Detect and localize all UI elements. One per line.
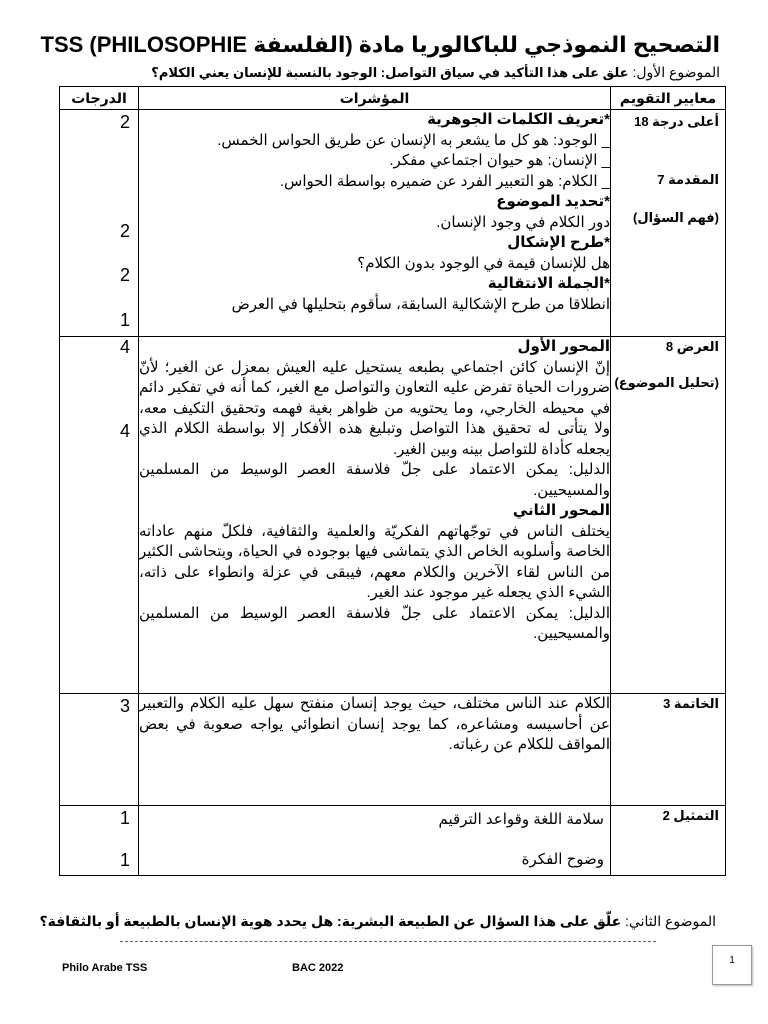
axis1-text: إنّ الإنسان كائن اجتماعي بطبعه يستحيل عليه العيش بمعزل عن الغير؛ لأنّ ضرورات الحياة تفرض عليه التعاون والتواصل مع الغير، كما أنه في تفكير دائم في محيطه الخارجي، وما يحتويه من ظواهر بغية فهمه وتحقيق التكيف معه، ولا يتأتى له تحقيق هذا التواصل وتبليغ هذه الأفكار إلا بواسطة الكلام الذي يجعله كأداة للتواصل بينه وبين الغير. <box>139 358 610 458</box>
transition-text: انطلاقا من طرح الإشكالية السابقة، سأقوم بتحليلها في العرض <box>231 295 610 313</box>
grade-transition: 1 <box>120 310 131 330</box>
grade-axis1-b: 4 <box>120 421 131 441</box>
presentation-item-clarity: وضوح الفكرة <box>521 851 604 868</box>
intro-sub: (فهم السؤال) <box>632 210 719 225</box>
axis2-text: يختلف الناس في توجّهاتهم الفكريّة والعلمية والثقافية، فلكلّ منهم عاداته الخاصة وأسلوبه الخاص الذي يتماشى فيها بوجوده في الحياة، ويتحاشى الكثير من الناس لقاء الآخرين والكلام معهم، فيبقى في عزلة وانطواء على ذاته، الشيء الذي يجعله غير موجود عند الغير. <box>139 522 610 601</box>
presentation-grades <box>60 806 139 876</box>
topic1-line <box>40 62 720 83</box>
conclusion-text: الكلام عند الناس مختلف، حيث يوجد إنسان منفتح سهل عليه الكلام والتعبير عن أحاسيسه ومشاعره، كما يوجد إنسان انطوائي يواجه صعوبة في بعض المواقف للكلام عن رغباته. <box>139 695 610 753</box>
intro-grades <box>60 110 139 337</box>
dashed-divider <box>120 941 656 942</box>
body-sub: (تحليل الموضوع) <box>614 375 719 390</box>
axis1-title: المحور الأول <box>517 338 610 355</box>
table-header-row <box>60 87 726 110</box>
axis2-evidence: الدليل: يمكن الاعتماد على جلّ فلاسفة العصر الوسيط من المسلمين والمسيحيين. <box>139 604 610 642</box>
footer-subject: Philo Arabe TSS <box>62 962 148 974</box>
topic2-line <box>36 913 716 930</box>
presentation-criteria <box>611 806 726 876</box>
intro-row <box>60 110 726 337</box>
presentation-label: التمثيل 2 <box>662 808 719 823</box>
conclusion-indicators <box>139 694 611 806</box>
grade-problem: 2 <box>120 265 131 285</box>
header-grades: الدرجات <box>60 87 139 110</box>
definition-existence: _ الوجود: هو كل ما يشعر به الإنسان عن طريق الحواس الخمس. <box>217 131 610 149</box>
intro-label: المقدمة 7 <box>657 172 719 187</box>
page-title: التصحيح النموذجي للباكالوريا مادة (الفلسفة TSS (PHILOSOPHIE <box>40 32 720 57</box>
body-label: العرض 8 <box>665 339 719 354</box>
topic1-text: علق على هذا التأكيد في سياق التواصل: الوجود بالنسبة للإنسان يعني الكلام؟ <box>151 65 629 80</box>
footer-exam: BAC 2022 <box>292 962 344 974</box>
body-grades <box>60 337 139 694</box>
body-row <box>60 337 726 694</box>
topic2-label: الموضوع الثاني: <box>625 913 716 929</box>
page-number: 1 <box>712 945 752 985</box>
problem-text: هل للإنسان قيمة في الوجود بدون الكلام؟ <box>357 254 610 272</box>
header-criteria: معايير التقويم <box>611 87 726 110</box>
max-grade-label: أعلى درجة 18 <box>634 114 719 129</box>
topic-title: *تحديد الموضوع <box>496 193 610 210</box>
presentation-row <box>60 806 726 876</box>
body-criteria <box>611 337 726 694</box>
grading-table <box>59 86 726 876</box>
grade-axis1-a: 4 <box>120 337 131 357</box>
conclusion-label: الخاتمة 3 <box>663 696 719 711</box>
axis1-evidence: الدليل: يمكن الاعتماد على جلّ فلاسفة العصر الوسيط من المسلمين والمسيحيين. <box>139 461 610 499</box>
definition-speech: _ الكلام: هو التعبير الفرد عن ضميره بواسطة الحواس. <box>279 172 610 190</box>
grade-language: 1 <box>120 808 131 828</box>
header-indicators: المؤشرات <box>139 87 611 110</box>
body-indicators <box>139 337 611 694</box>
grade-keywords: 2 <box>120 112 131 132</box>
grade-topic: 2 <box>120 221 131 241</box>
transition-title: *الجملة الانتقالية <box>487 275 610 292</box>
conclusion-criteria <box>611 694 726 806</box>
keywords-title: *تعريف الكلمات الجوهرية <box>427 111 610 128</box>
topic2-text: علّق على هذا السؤال عن الطبيعة البشرية: هل يحدد هوية الإنسان بالطبيعة أو بالثقافة؟ <box>39 913 622 929</box>
axis2-title: المحور الثاني <box>512 502 610 519</box>
presentation-indicators <box>139 806 611 876</box>
intro-indicators <box>139 110 611 337</box>
definition-human: _ الإنسان: هو حيوان اجتماعي مفكر. <box>389 152 610 169</box>
grade-clarity: 1 <box>120 850 131 870</box>
conclusion-row <box>60 694 726 806</box>
conclusion-grades <box>60 694 139 806</box>
problem-title: *طرح الإشكال <box>507 234 610 251</box>
topic1-label: الموضوع الأول: <box>632 64 720 80</box>
presentation-item-language: سلامة اللغة وقواعد الترقيم <box>438 811 604 828</box>
intro-criteria <box>611 110 726 337</box>
topic-text: دور الكلام في وجود الإنسان. <box>436 213 610 231</box>
grade-conclusion: 3 <box>120 696 131 716</box>
